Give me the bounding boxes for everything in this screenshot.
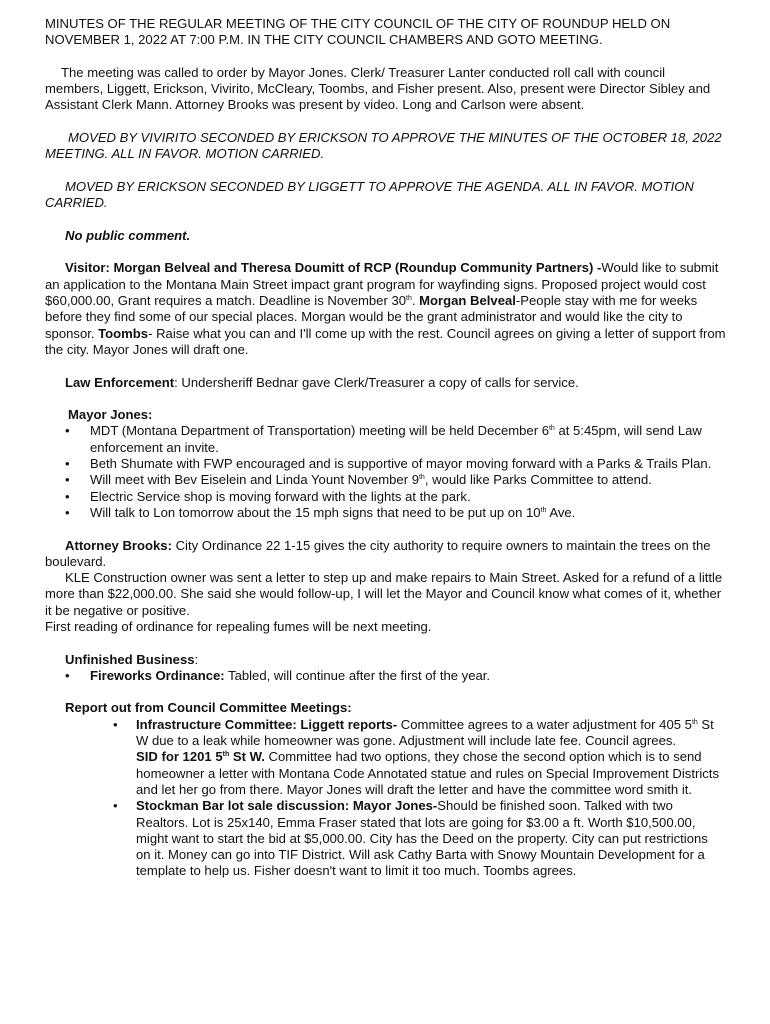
visitor-paragraph (45, 260, 726, 358)
attorney-text-1: City Ordinance 22 1-15 gives the city authority to require owners to maintain the trees on the boulevard. (45, 537, 711, 569)
infrastructure-sup: th (691, 718, 698, 726)
list-item-sup: th (418, 474, 425, 482)
visitor-name-toombs: Toombs (98, 325, 149, 341)
bullet-icon: • (113, 716, 118, 732)
list-item-text: Ave. (546, 504, 576, 520)
sid-label-1: SID for 1201 5 (136, 749, 223, 765)
attorney-paragraph (45, 538, 726, 571)
list-item (45, 456, 726, 472)
public-comment-note: No public comment. (65, 227, 191, 243)
bullet-icon: • (65, 504, 70, 520)
sid-sup: th (222, 751, 230, 759)
law-enforcement-heading: Law Enforcement (65, 374, 175, 390)
visitor-heading: Visitor: Morgan Belveal and Theresa Doumitt of RCP (Roundup Community Partners) - (65, 260, 602, 276)
committee-heading: Report out from Council Committee Meetings: (65, 700, 352, 716)
list-item-text: MDT (Montana Department of Transportation) meeting will be held December 6 (90, 423, 549, 439)
list-item-text: , would like Parks Committee to attend. (424, 472, 652, 488)
list-item (45, 798, 726, 879)
list-item (45, 505, 726, 521)
list-item (45, 717, 726, 798)
list-item (45, 423, 726, 456)
motion-approve-agenda: MOVED BY ERICKSON SECONDED BY LIGGETT TO APPROVE THE AGENDA. ALL IN FAVOR. MOTION CARRIED. (45, 178, 694, 211)
page-title: MINUTES OF THE REGULAR MEETING OF THE CITY COUNCIL OF THE CITY OF ROUNDUP HELD ON NOVEMBER 1, 2022 AT 7:00 P.M. IN THE CITY COUNCIL CHAMBERS AND GOTO MEETING. (45, 16, 671, 48)
infrastructure-text-1: Committee agrees to a water adjustment for 405 5 (397, 716, 692, 732)
law-enforcement-text: : Undersheriff Bednar gave Clerk/Treasurer a copy of calls for service. (174, 374, 579, 390)
attorney-ordinance-paragraph: First reading of ordinance for repealing fumes will be next meeting. (45, 618, 432, 634)
sid-text: Committee had two options, they chose the second option which is to send homeowner a letter with Montana Code Annotated statue and rules on Special Improvement Districts and let her go from there. Mayor Jones will draft the letter and have the committee word smith it. (136, 749, 719, 797)
bullet-icon: • (65, 667, 70, 683)
bullet-icon: • (113, 798, 118, 814)
fireworks-text: Tabled, will continue after the first of the year. (224, 667, 491, 683)
list-item (45, 472, 726, 488)
call-to-order-paragraph: The meeting was called to order by Mayor Jones. Clerk/ Treasurer Lanter conducted roll call with council members, Liggett, Erickson, Vivirito, McCleary, Toombs, and Fisher present. Also, present were Director Sibley and Assistant Clerk Mann. Attorney Brooks was present by video. Long and Carlson were absent. (45, 64, 711, 113)
infrastructure-label: Infrastructure Committee: Liggett reports- (136, 716, 398, 732)
infrastructure-text-2: St W due to a leak while homeowner was gone. Adjustment will include late fee. Council agrees. (136, 716, 714, 749)
visitor-text-3: -People stay with me for weeks before they find some of our special places. Morgan would be the grant administrator and would like the city to sponsor. (45, 293, 698, 341)
list-item-text: at 5:45pm, will send Law enforcement an invite. (90, 423, 702, 455)
visitor-name-belveal: Morgan Belveal (419, 293, 516, 309)
stockman-text: Should be finished soon. Talked with two Realtors. Lot is 25x140, Emma Fraser stated that lots are going for $3.00 a ft. Worth $10,500.00, might want to start the bid at $5,000.00. City has the Deed on the property. City can put restrictions on it. Money can go into TIF District. Will ask Cathy Barta with Snowy Mountain Development for a template to help us. Fisher doesn't want to limit it too much. Toombs agrees. (136, 798, 708, 879)
bullet-icon: • (65, 456, 70, 472)
unfinished-colon: : (194, 651, 199, 667)
stockman-label: Stockman Bar lot sale discussion: Mayor Jones- (136, 798, 438, 814)
list-item-text: Will meet with Bev Eiselein and Linda Yount November 9 (90, 472, 419, 488)
unfinished-business-heading: Unfinished Business (65, 651, 195, 667)
list-item-sup: th (548, 425, 555, 433)
bullet-icon: • (65, 472, 70, 488)
bullet-icon: • (65, 488, 70, 504)
visitor-text-1: Would like to submit an application to the Montana Main Street impact grant program for wayfinding signs. Proposed project would cost $60,000.00, Grant requires a match. Deadline is November 30 (45, 260, 719, 309)
unfinished-business-heading-line (45, 652, 726, 668)
list-item-sup: th (540, 506, 547, 514)
fireworks-label: Fireworks Ordinance: (90, 667, 225, 683)
bullet-icon: • (65, 423, 70, 439)
attorney-heading: Attorney Brooks: (65, 537, 172, 553)
list-item-text: Electric Service shop is moving forward with the lights at the park. (90, 488, 471, 504)
sid-label-2: St W. (229, 749, 265, 765)
list-item (45, 668, 726, 684)
list-item-text: Will talk to Lon tomorrow about the 15 mph signs that need to be put up on 10 (90, 504, 541, 520)
mayor-heading: Mayor Jones: (68, 407, 153, 423)
unfinished-business-list (45, 668, 726, 684)
visitor-text-2: . (411, 293, 420, 309)
list-item (45, 489, 726, 505)
visitor-sup-1: th (406, 295, 412, 303)
list-item-text: Beth Shumate with FWP encouraged and is supportive of mayor moving forward with a Parks & Trails Plan. (90, 456, 712, 472)
motion-approve-minutes: MOVED BY VIVIRITO SECONDED BY ERICKSON TO APPROVE THE MINUTES OF THE OCTOBER 18, 2022 MEETING. ALL IN FAVOR. MOTION CARRIED. (45, 130, 722, 162)
mayor-report-list (45, 423, 726, 521)
committee-report-list (45, 717, 726, 880)
visitor-text-4: - Raise what you can and I'll come up with the rest. Council agrees on giving a letter of support from the city. Mayor Jones will draft one. (45, 325, 726, 357)
attorney-kle-paragraph: KLE Construction owner was sent a letter to step up and make repairs to Main Street. Asked for a refund of a little more than $22,000.00. She said she would follow-up, I will let the Mayor and Council know what comes of it, whether it be negative or positive. (45, 570, 723, 618)
law-enforcement-paragraph (45, 375, 726, 391)
